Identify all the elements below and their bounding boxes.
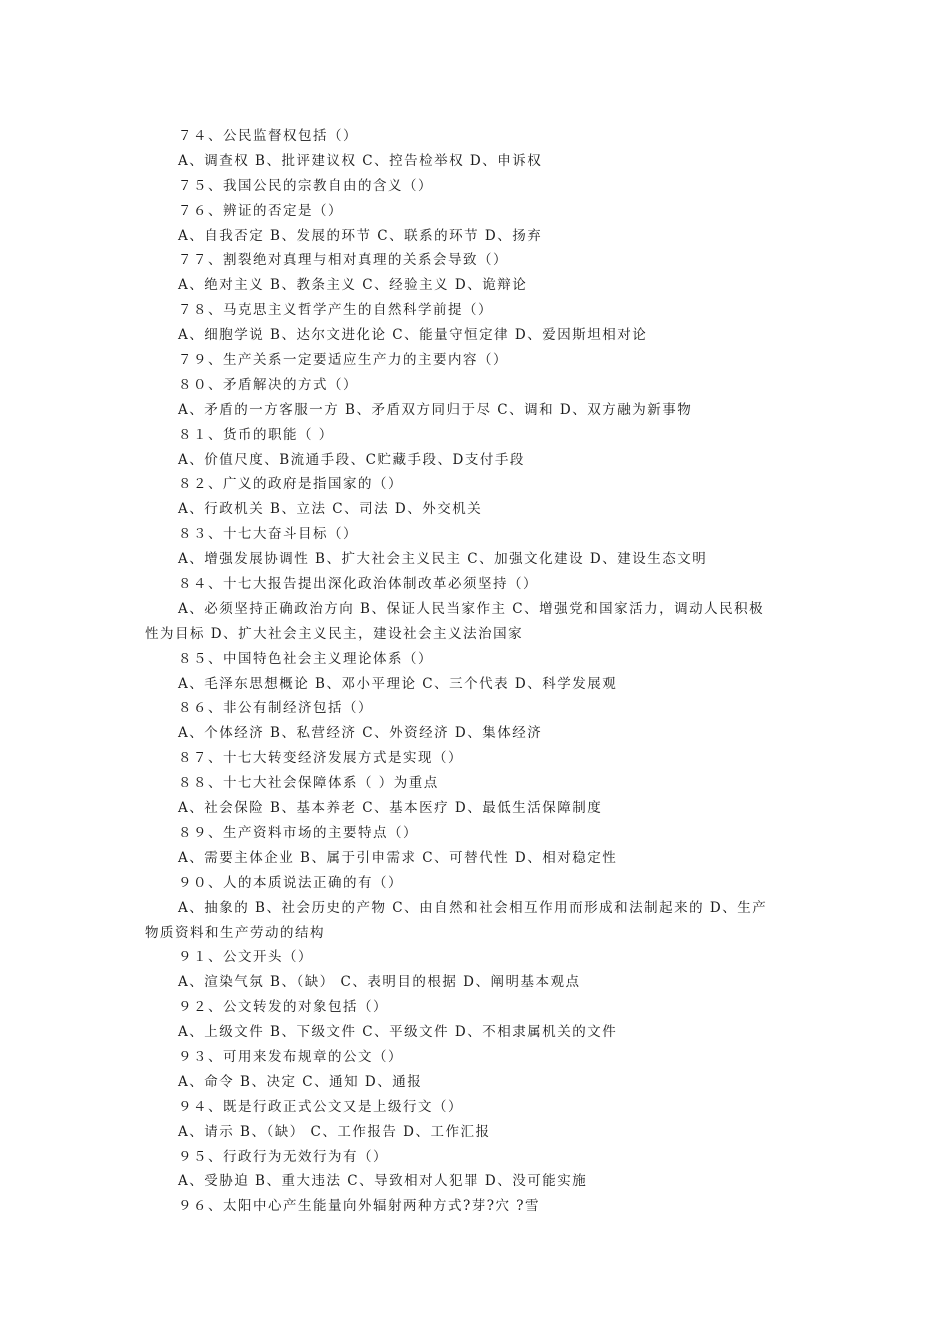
text-line-continuation: 性为目标 D、扩大社会主义民主，建设社会主义法治国家 bbox=[145, 625, 524, 642]
text-line: A、自我否定 B、发展的环节 C、联系的环节 D、扬弃 bbox=[178, 227, 543, 244]
text-line: ９６、太阳中心产生能量向外辐射两种方式?芽?穴 ?雪 bbox=[178, 1198, 541, 1215]
text-line: A、增强发展协调性 B、扩大社会主义民主 C、加强文化建设 D、建设生态文明 bbox=[178, 551, 708, 568]
text-line: A、行政机关 B、立法 C、司法 D、外交机关 bbox=[178, 501, 483, 518]
text-line: ９４、既是行政正式公文又是上级行文（） bbox=[178, 1098, 463, 1115]
text-line: A、调查权 B、批评建议权 C、控告检举权 D、申诉权 bbox=[178, 152, 543, 169]
text-line: A、上级文件 B、下级文件 C、平级文件 D、不相隶属机关的文件 bbox=[178, 1024, 618, 1041]
text-line: ８２、广义的政府是指国家的（） bbox=[178, 476, 403, 493]
text-line: A、需要主体企业 B、属于引申需求 C、可替代性 D、相对稳定性 bbox=[178, 849, 618, 866]
text-line: ８０、矛盾解决的方式（） bbox=[178, 376, 358, 393]
text-line: ７６、辨证的否定是（） bbox=[178, 202, 343, 219]
text-line: A、毛泽东思想概论 B、邓小平理论 C、三个代表 D、科学发展观 bbox=[178, 675, 618, 692]
text-line: A、受胁迫 B、重大违法 C、导致相对人犯罪 D、没可能实施 bbox=[178, 1173, 588, 1190]
text-line: A、价值尺度、B流通手段、C贮藏手段、D支付手段 bbox=[178, 451, 525, 468]
text-line: A、绝对主义 B、教条主义 C、经验主义 D、诡辩论 bbox=[178, 277, 528, 294]
text-line: ８８、十七大社会保障体系（ ）为重点 bbox=[178, 775, 439, 792]
text-line: ９５、行政行为无效行为有（） bbox=[178, 1148, 388, 1165]
text-line: A、命令 B、决定 C、通知 D、通报 bbox=[178, 1073, 423, 1090]
text-line: A、细胞学说 B、达尔文进化论 C、能量守恒定律 D、爱因斯坦相对论 bbox=[178, 327, 648, 344]
text-line: ８１、货币的职能（ ） bbox=[178, 426, 334, 443]
text-line: ９３、可用来发布规章的公文（） bbox=[178, 1048, 403, 1065]
text-line: ８３、十七大奋斗目标（） bbox=[178, 526, 358, 543]
text-line: ８５、中国特色社会主义理论体系（） bbox=[178, 650, 433, 667]
text-line: A、矛盾的一方客服一方 B、矛盾双方同归于尽 C、调和 D、双方融为新事物 bbox=[178, 401, 693, 418]
text-line: ８４、十七大报告提出深化政治体制改革必须坚持（） bbox=[178, 576, 538, 593]
text-line: A、必须坚持正确政治方向 B、保证人民当家作主 C、增强党和国家活力，调动人民积极 bbox=[178, 600, 765, 617]
text-line: A、请示 B、（缺） C、工作报告 D、工作汇报 bbox=[178, 1123, 491, 1140]
text-line: ９１、公文开头（） bbox=[178, 949, 313, 966]
text-line: ７７、割裂绝对真理与相对真理的关系会导致（） bbox=[178, 252, 508, 269]
text-line: A、渲染气氛 B、（缺） C、表明目的根据 D、阐明基本观点 bbox=[178, 974, 581, 991]
text-line: ７５、我国公民的宗教自由的含义（） bbox=[178, 177, 433, 194]
text-line-continuation: 物质资料和生产劳动的结构 bbox=[145, 924, 325, 941]
text-line: A、个体经济 B、私营经济 C、外资经济 D、集体经济 bbox=[178, 725, 543, 742]
text-line: ８７、十七大转变经济发展方式是实现（） bbox=[178, 750, 463, 767]
text-line: ９０、人的本质说法正确的有（） bbox=[178, 874, 403, 891]
text-line: ７４、公民监督权包括（） bbox=[178, 128, 358, 144]
text-line: ８９、生产资料市场的主要特点（） bbox=[178, 824, 418, 841]
text-line: ９２、公文转发的对象包括（） bbox=[178, 999, 388, 1016]
text-line: ７９、生产关系一定要适应生产力的主要内容（） bbox=[178, 352, 508, 369]
text-line: ８６、非公有制经济包括（） bbox=[178, 700, 373, 717]
text-line: A、抽象的 B、社会历史的产物 C、由自然和社会相互作用而形成和法制起来的 D、生产 bbox=[178, 899, 768, 916]
text-line: A、社会保险 B、基本养老 C、基本医疗 D、最低生活保障制度 bbox=[178, 800, 603, 817]
question-list bbox=[145, 124, 810, 1219]
text-line: ７８、马克思主义哲学产生的自然科学前提（） bbox=[178, 302, 493, 319]
